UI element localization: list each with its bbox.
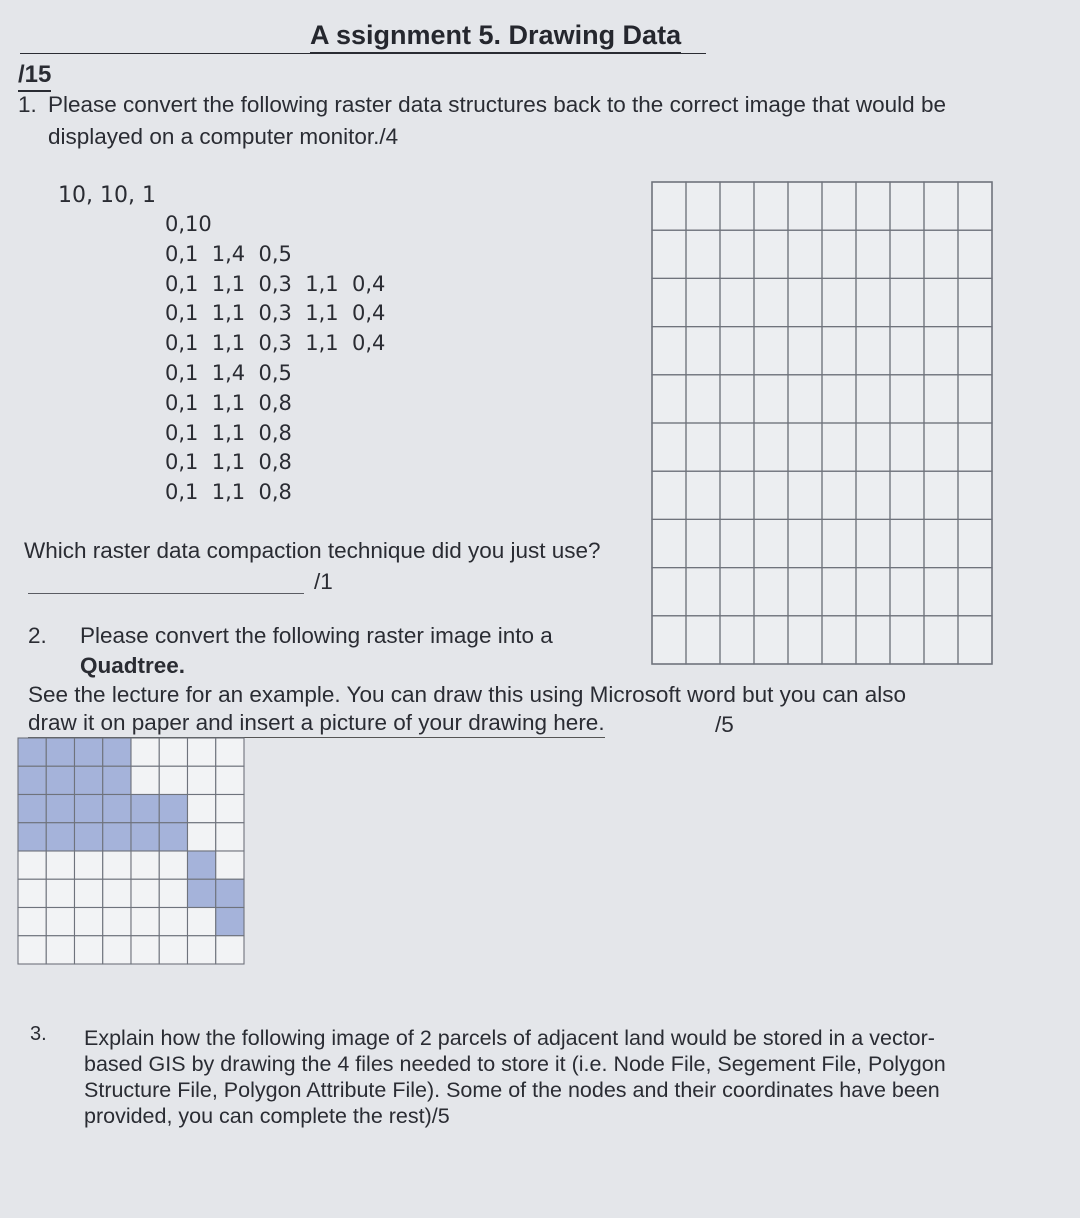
raster-cell-empty <box>46 851 74 879</box>
raster-cell-empty <box>216 795 244 823</box>
raster-cell-filled <box>131 823 159 851</box>
raster-cell-filled <box>188 851 216 879</box>
raster-cell-filled <box>103 738 131 766</box>
raster-cell-empty <box>188 823 216 851</box>
raster-cell-empty <box>216 823 244 851</box>
raster-cell-filled <box>46 823 74 851</box>
rle-row: 0,1 1,1 0,3 1,1 0,4 <box>165 271 386 296</box>
rle-row: 0,1 1,1 0,8 <box>165 390 292 415</box>
raster-cell-filled <box>103 823 131 851</box>
raster-cell-filled <box>159 823 187 851</box>
raster-cell-empty <box>131 766 159 794</box>
raster-cell-empty <box>131 936 159 964</box>
raster-cell-empty <box>188 738 216 766</box>
raster-cell-empty <box>103 851 131 879</box>
raster-cell-filled <box>18 823 46 851</box>
raster-cell-filled <box>188 879 216 907</box>
answer-blank[interactable] <box>28 593 304 594</box>
raster-cell-empty <box>159 908 187 936</box>
title-rule <box>20 53 706 54</box>
rle-row: 0,1 1,4 0,5 <box>165 241 292 266</box>
raster-cell-filled <box>46 766 74 794</box>
q2-note-line1: See the lecture for an example. You can draw this using Microsoft word but you can also <box>28 682 906 707</box>
rle-row: 0,1 1,1 0,8 <box>165 480 292 505</box>
quadtree-raster-grid <box>16 736 246 966</box>
raster-cell-empty <box>18 879 46 907</box>
raster-cell-filled <box>75 795 103 823</box>
raster-cell-empty <box>188 908 216 936</box>
raster-cell-empty <box>188 795 216 823</box>
raster-cell-filled <box>216 879 244 907</box>
answer-grid[interactable] <box>650 180 994 666</box>
rle-row: 0,1 1,1 0,8 <box>165 450 292 475</box>
raster-cell-empty <box>159 851 187 879</box>
raster-cell-empty <box>103 936 131 964</box>
raster-cell-empty <box>75 908 103 936</box>
raster-cell-empty <box>18 936 46 964</box>
raster-cell-empty <box>46 936 74 964</box>
raster-cell-empty <box>188 766 216 794</box>
raster-cell-filled <box>18 795 46 823</box>
raster-cell-filled <box>46 738 74 766</box>
raster-cell-empty <box>131 879 159 907</box>
rle-row: 0,1 1,1 0,8 <box>165 420 292 445</box>
raster-cell-filled <box>75 766 103 794</box>
raster-cell-filled <box>159 795 187 823</box>
raster-cell-empty <box>18 851 46 879</box>
raster-cell-empty <box>75 879 103 907</box>
rle-row: 0,10 <box>165 212 212 236</box>
raster-cell-empty <box>46 908 74 936</box>
raster-cell-empty <box>103 908 131 936</box>
raster-cell-filled <box>18 738 46 766</box>
raster-cell-filled <box>103 795 131 823</box>
q2-text: Please convert the following raster image into a <box>80 623 553 648</box>
rle-row: 0,1 1,1 0,3 1,1 0,4 <box>165 331 386 356</box>
raster-cell-filled <box>18 766 46 794</box>
raster-cell-empty <box>159 936 187 964</box>
raster-cell-filled <box>46 795 74 823</box>
q2-number: 2. <box>28 623 47 648</box>
q1-text: Please convert the following raster data structures back to the correct image that would be displayed on a computer monitor./4 <box>48 92 946 149</box>
q1-followup: Which raster data compaction technique did you just use? <box>24 538 601 563</box>
raster-cell-empty <box>75 851 103 879</box>
q3-text: Explain how the following image of 2 parcels of adjacent land would be stored in a vector-based GIS by drawing the 4 files needed to store it (i.e. Node File, Segement File, Polygon Structure File, Polygon Attribute File). Some of the nodes and their coordinates have been provided, you can complete the rest)/5 <box>84 1026 946 1128</box>
raster-cell-empty <box>103 879 131 907</box>
raster-cell-filled <box>131 795 159 823</box>
raster-cell-empty <box>131 851 159 879</box>
raster-cell-empty <box>159 766 187 794</box>
raster-cell-empty <box>159 879 187 907</box>
q2-note-line2: draw it on paper and insert a picture of your drawing here. <box>28 709 605 738</box>
raster-cell-empty <box>216 851 244 879</box>
raster-cell-empty <box>216 936 244 964</box>
raster-cell-empty <box>131 738 159 766</box>
raster-cell-empty <box>131 908 159 936</box>
raster-cell-empty <box>159 738 187 766</box>
q1-followup-marks: /1 <box>314 569 333 594</box>
q3-number: 3. <box>30 1023 47 1045</box>
raster-cell-empty <box>216 738 244 766</box>
raster-cell-empty <box>216 766 244 794</box>
raster-cell-empty <box>75 936 103 964</box>
raster-cell-empty <box>18 908 46 936</box>
total-marks: /15 <box>18 60 51 92</box>
q1-number: 1. <box>18 92 37 117</box>
raster-cell-filled <box>75 738 103 766</box>
assignment-title: A ssignment 5. Drawing Data <box>310 18 681 54</box>
rle-row: 0,1 1,4 0,5 <box>165 361 292 385</box>
q2-marks: /5 <box>715 712 734 737</box>
raster-cell-empty <box>188 936 216 964</box>
q2-quadtree-label: Quadtree. <box>80 653 186 678</box>
raster-cell-filled <box>103 766 131 794</box>
raster-cell-empty <box>46 879 74 907</box>
raster-cell-filled <box>75 823 103 851</box>
raster-header: 10, 10, 1 <box>58 183 156 208</box>
rle-row: 0,1 1,1 0,3 1,1 0,4 <box>165 301 386 326</box>
raster-cell-filled <box>216 908 244 936</box>
